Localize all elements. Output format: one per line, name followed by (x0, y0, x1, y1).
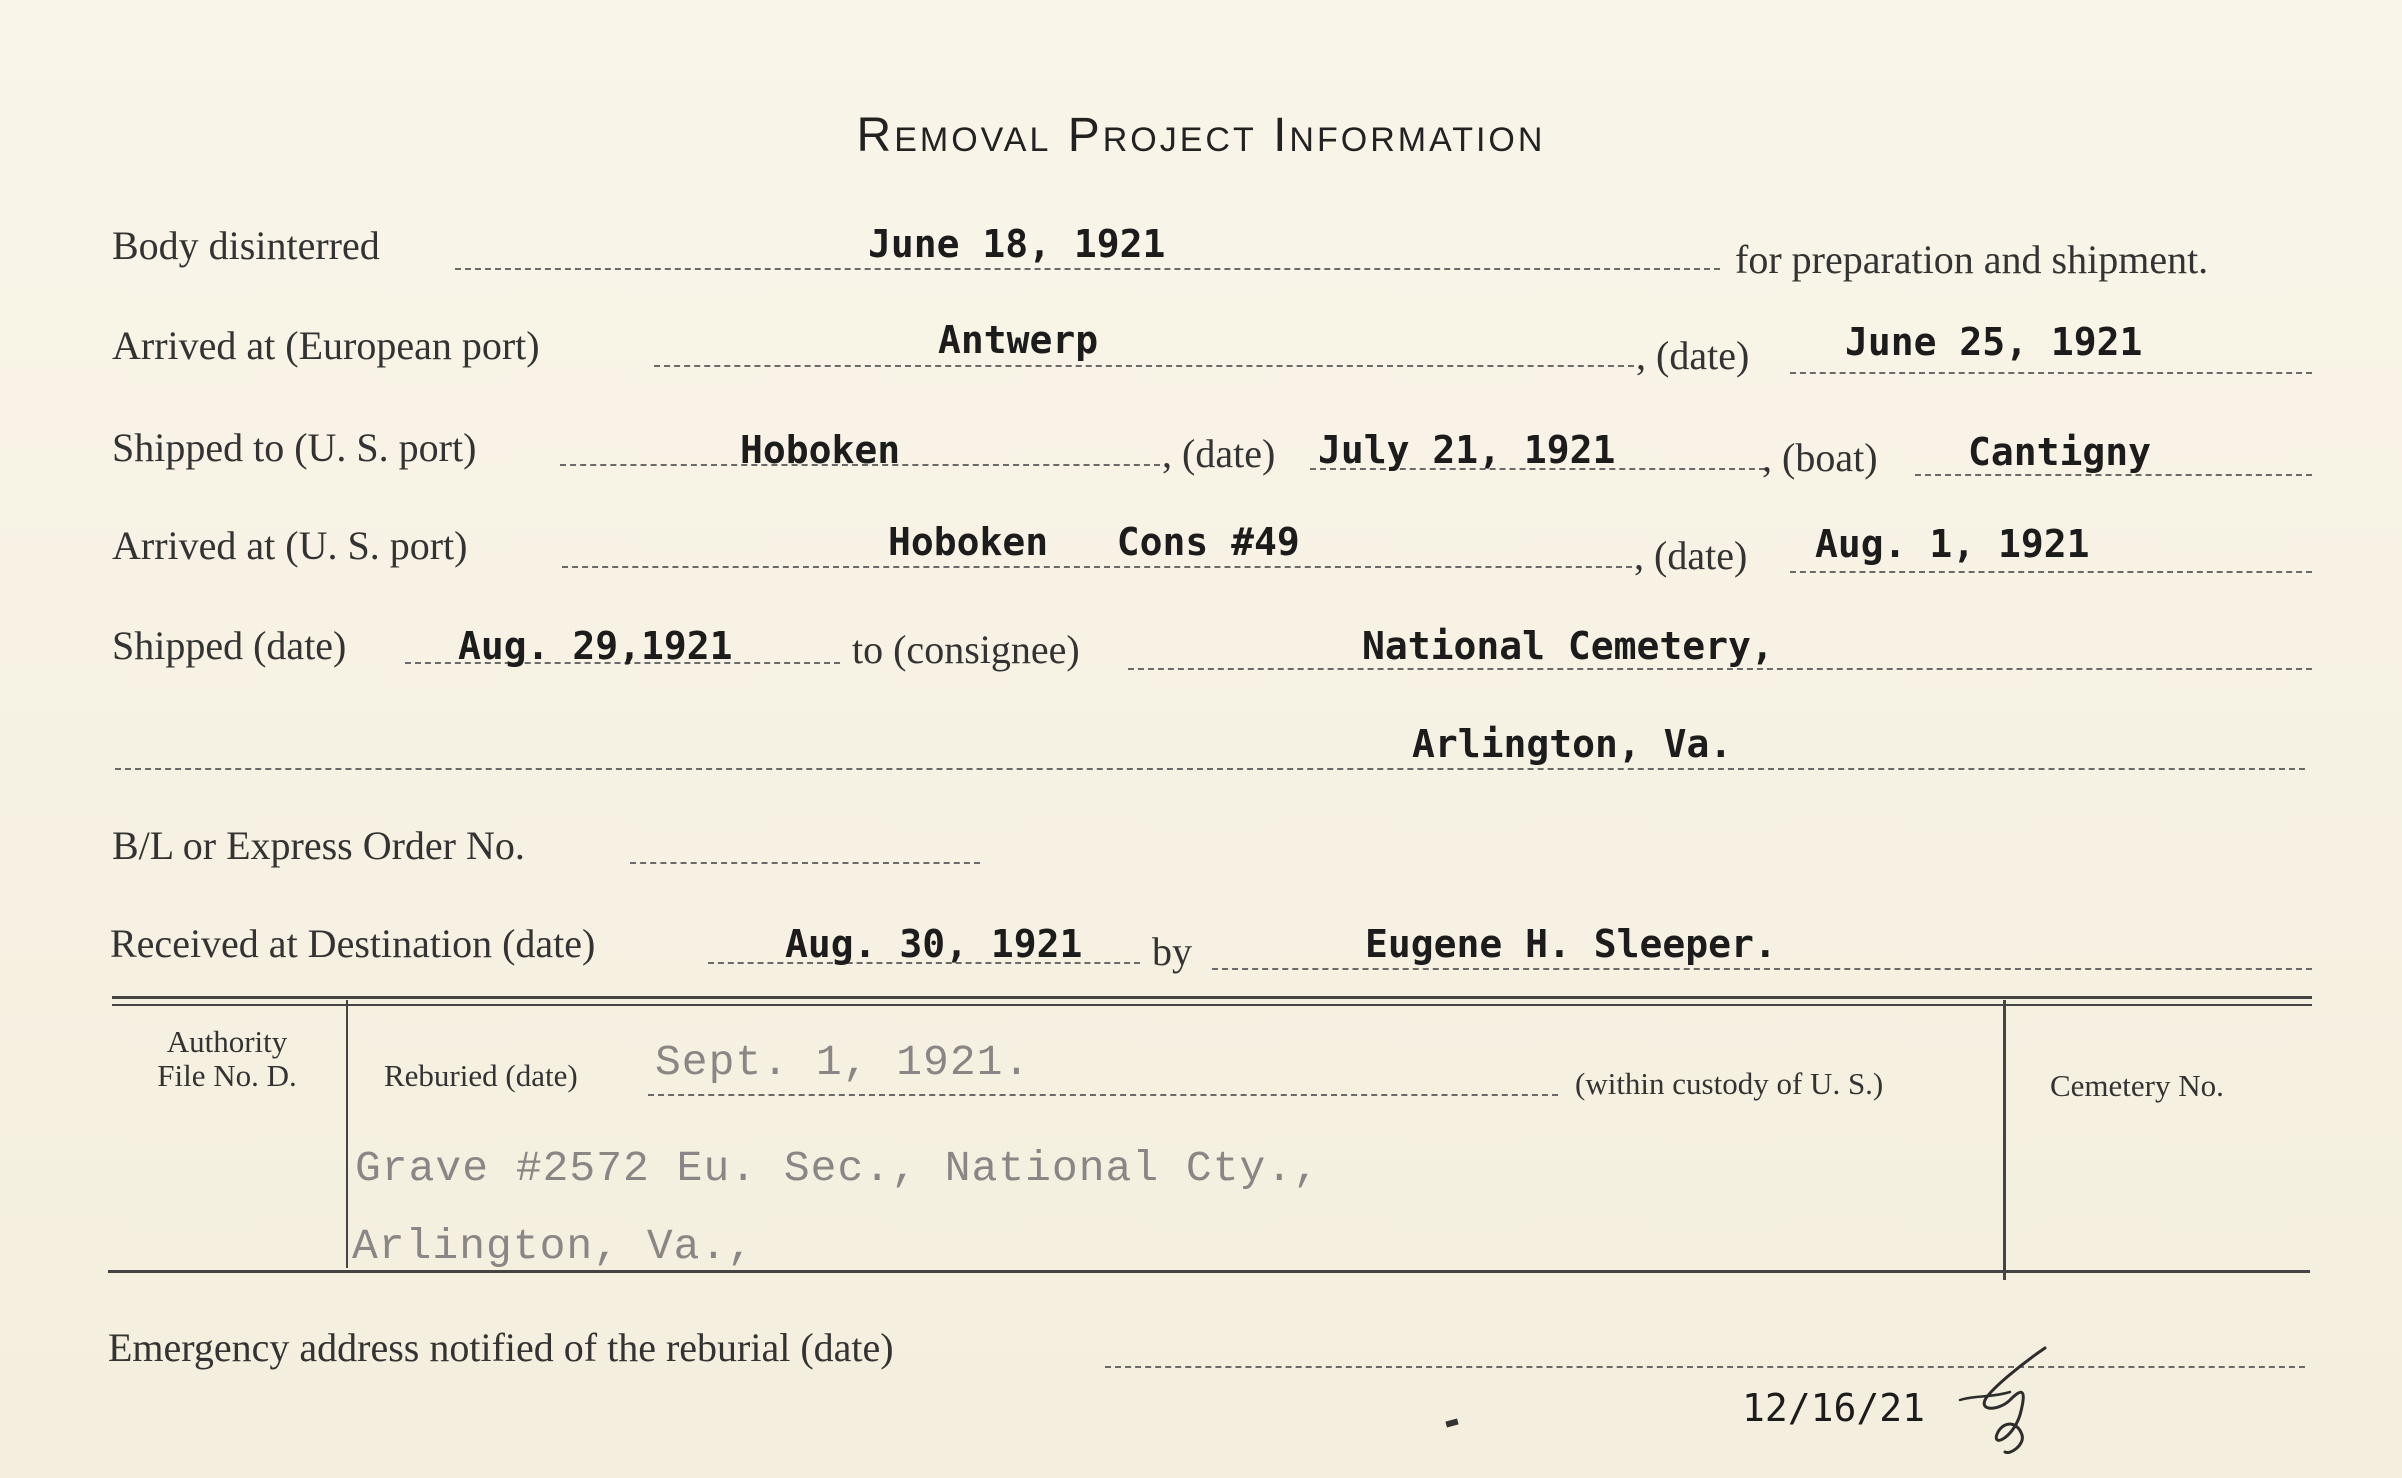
bl-order-line (630, 862, 980, 864)
shipped-us-date-label: , (date) (1162, 431, 1276, 476)
emergency-line (1105, 1366, 2305, 1368)
consignee-value-1: National Cemetery, (1362, 624, 1774, 668)
authority-label-2: File No. D. (157, 1058, 297, 1093)
shipped-us-port: Hoboken (740, 428, 901, 472)
box-top-rule-1 (112, 996, 2312, 999)
custody-label: (within custody of U. S.) (1575, 1066, 1884, 1101)
body-disinterred-suffix: for preparation and shipment. (1735, 237, 2209, 282)
ink-speck (1445, 1419, 1458, 1428)
received-label: Received at Destination (date) (110, 921, 596, 966)
arrived-us-date-line (1790, 571, 2312, 573)
bl-order-label: B/L or Express Order No. (112, 823, 525, 868)
reburied-label: Reburied (date) (384, 1058, 578, 1093)
consignee-line-2 (115, 768, 2305, 770)
arrived-us-date-label: , (date) (1634, 533, 1748, 578)
arrived-european-date: June 25, 1921 (1845, 320, 2143, 364)
shipped-date: Aug. 29,1921 (458, 624, 733, 668)
reburied-date: Sept. 1, 1921. (655, 1038, 1031, 1087)
grave-line-2: Arlington, Va., (352, 1222, 755, 1271)
box-divider-right (2003, 1000, 2006, 1280)
arrived-european-port: Antwerp (938, 318, 1099, 362)
arrived-european-date-line (1790, 372, 2312, 374)
arrived-european-date-label: , (date) (1636, 333, 1750, 378)
cemetery-no-label: Cemetery No. (2050, 1068, 2224, 1103)
box-top-rule-2 (112, 1004, 2312, 1006)
arrived-us-port-line (562, 566, 1632, 568)
received-by: Eugene H. Sleeper. (1365, 922, 1777, 966)
shipped-us-boat-label: , (boat) (1762, 435, 1878, 480)
arrived-us-date: Aug. 1, 1921 (1815, 522, 2090, 566)
received-by-line (1212, 968, 2312, 970)
consignee-line-1 (1128, 668, 2312, 670)
box-divider-left (346, 1000, 348, 1268)
shipped-date-label: Shipped (date) (112, 623, 347, 668)
received-date: Aug. 30, 1921 (785, 922, 1083, 966)
page-title: Removal Project Information (856, 109, 1546, 162)
received-by-label: by (1152, 929, 1192, 974)
authority-label-1: Authority (166, 1024, 288, 1059)
shipped-us-date: July 21, 1921 (1318, 428, 1616, 472)
arrived-us-label: Arrived at (U. S. port) (112, 523, 468, 568)
arrived-us-port: Hoboken Cons #49 (888, 520, 1300, 564)
shipped-us-boat-line (1915, 474, 2312, 476)
consignee-label: to (consignee) (852, 627, 1080, 672)
reburied-line (648, 1094, 1558, 1096)
body-disinterred-value: June 18, 1921 (868, 222, 1166, 266)
arrived-european-label: Arrived at (European port) (112, 323, 540, 368)
body-disinterred-line (455, 268, 1720, 270)
arrived-european-port-line (654, 365, 1634, 367)
shipped-us-boat: Cantigny (1968, 430, 2152, 474)
grave-line-1: Grave #2572 Eu. Sec., National Cty., (355, 1144, 1320, 1193)
stamp-date: 12/16/21 (1742, 1386, 1926, 1430)
shipped-us-label: Shipped to (U. S. port) (112, 425, 477, 470)
consignee-value-2: Arlington, Va. (1412, 722, 1733, 766)
body-disinterred-label: Body disinterred (112, 223, 380, 268)
signature-mark (1950, 1340, 2070, 1460)
emergency-label: Emergency address notified of the reburial (date) (108, 1325, 894, 1370)
